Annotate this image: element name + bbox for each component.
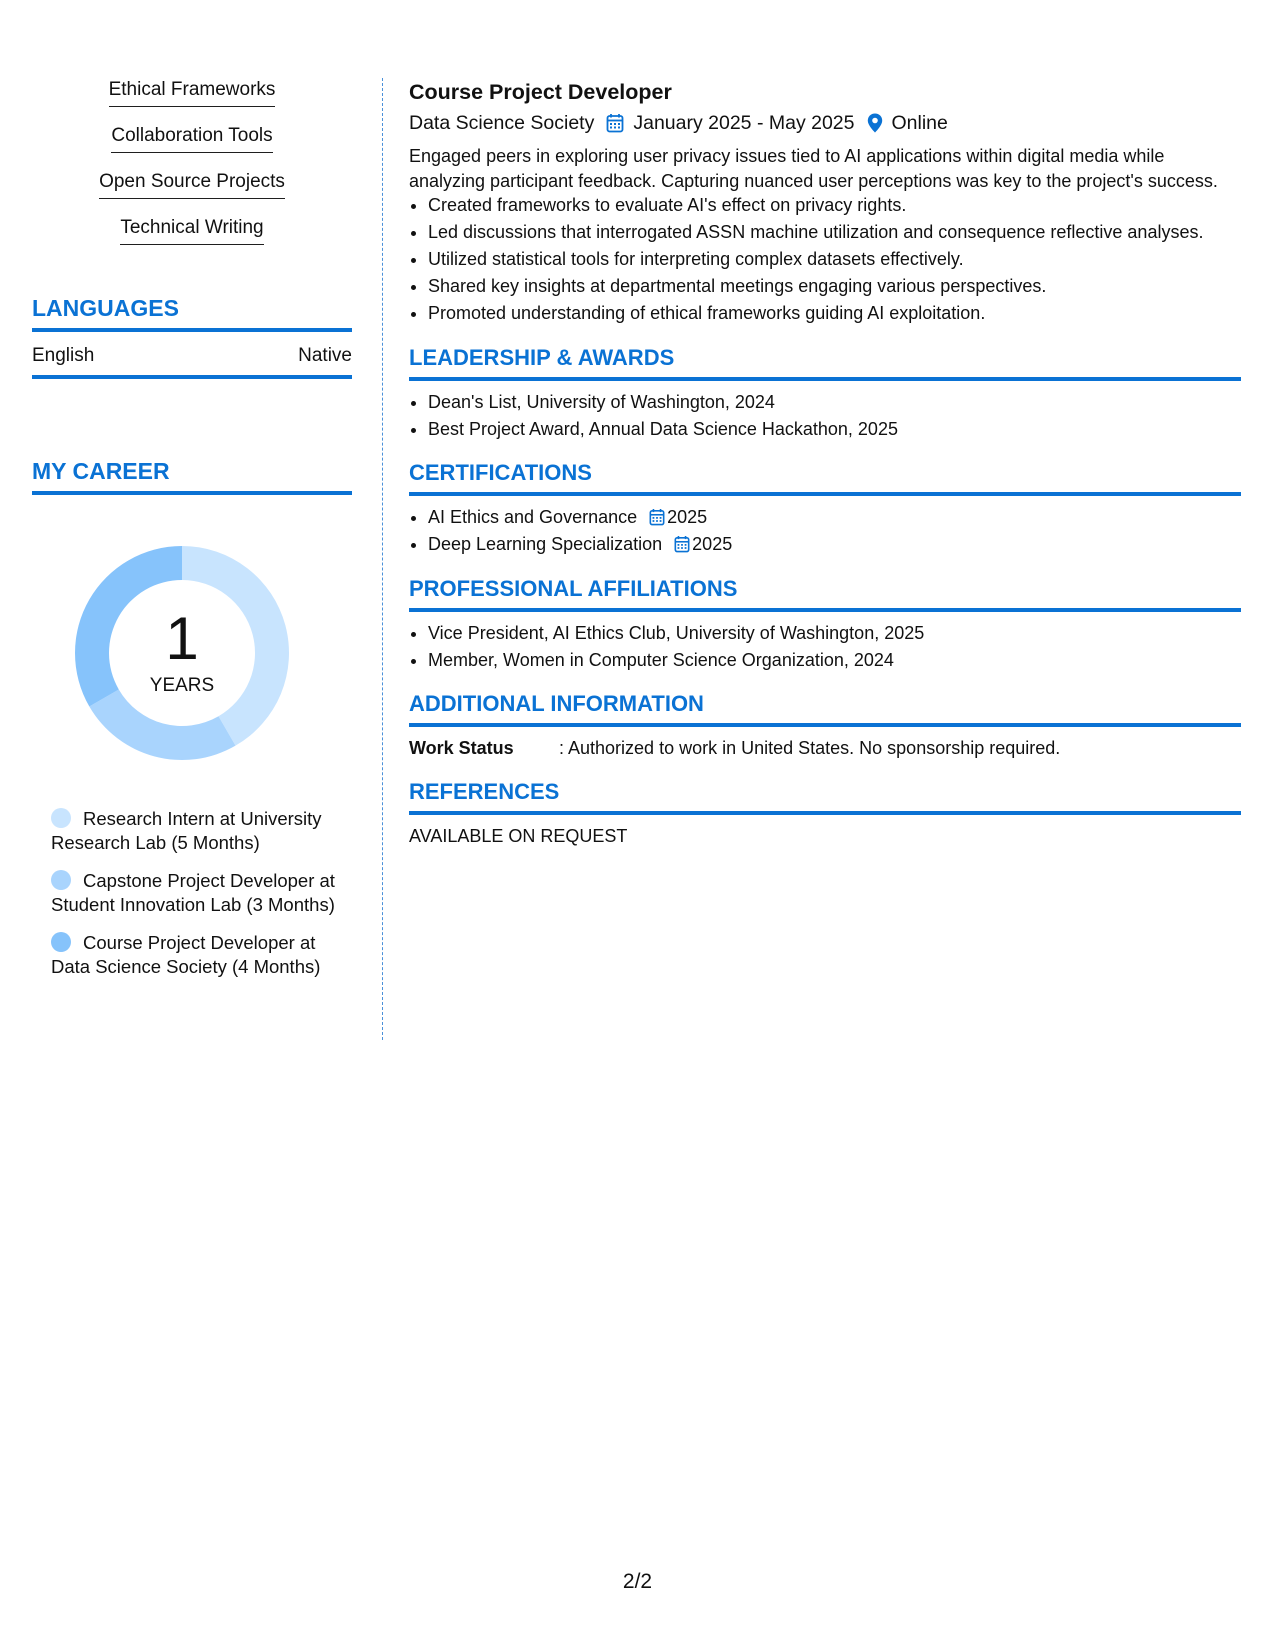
skill-item: Ethical Frameworks [109,78,276,107]
experience-entry [409,78,1241,326]
career-legend-item [51,869,341,917]
additional-info-heading: ADDITIONAL INFORMATION [409,690,1241,727]
career-legend-item [51,807,341,855]
affiliation-item: • Member, Women in Computer Science Organization, 2024 [428,648,1241,673]
career-legend-item [51,931,341,979]
page-number: 2/2 [622,1570,653,1593]
award-item: • Dean's List, University of Washington, 2024 [428,390,1241,415]
job-bullet: • Shared key insights at departmental meetings engaging various perspectives. [428,274,1241,299]
job-company: Data Science Society [409,112,595,134]
award-item: • Best Project Award, Annual Data Science Hackathon, 2025 [428,417,1241,442]
skill-item: Collaboration Tools [111,124,272,153]
language-level: Native [298,345,352,366]
references-text: AVAILABLE ON REQUEST [409,826,628,846]
job-bullets [409,193,1241,326]
awards-list [409,390,1241,442]
calendar-icon [606,113,624,133]
certification-item [428,532,1241,557]
job-bullet: • Utilized statistical tools for interpreting complex datasets effectively. [428,247,1241,272]
job-bullet: • Led discussions that interrogated ASSN machine utilization and consequence reflective analyses. [428,220,1241,245]
legend-dot [51,870,71,890]
work-status-row [409,736,1241,760]
career-total-unit: YEARS [149,675,215,696]
job-description: Engaged peers in exploring user privacy issues tied to AI applications within digital media while analyzing participant feedback. Capturing nuanced user perceptions was key to the project's success. [409,146,1218,191]
job-title: Course Project Developer [409,80,672,104]
skills-list [32,78,352,262]
awards-heading: LEADERSHIP & AWARDS [409,344,1241,381]
certifications-heading: CERTIFICATIONS [409,459,1241,496]
career-section [32,457,352,979]
affiliations-heading: PROFESSIONAL AFFILIATIONS [409,575,1241,612]
career-legend [32,807,352,979]
skill-item: Technical Writing [120,216,263,245]
left-column [32,78,352,993]
certification-year: 2025 [667,507,708,527]
job-bullet: • Created frameworks to evaluate AI's effect on privacy rights. [428,193,1241,218]
career-donut-chart [64,535,300,771]
language-name: English [32,345,95,366]
column-divider [382,78,383,1040]
work-status-label: Work Status [409,738,514,758]
career-total-value: 1 [165,605,199,672]
skill-item: Open Source Projects [99,170,285,199]
affiliations-list [409,621,1241,673]
references-heading: REFERENCES [409,778,1241,815]
certification-name: Deep Learning Specialization [428,534,663,554]
career-legend-label: Research Intern at University Research Lab (5 Months) [51,808,322,853]
certification-name: AI Ethics and Governance [428,507,638,527]
languages-section [32,294,352,379]
calendar-icon [674,535,690,553]
job-dates: January 2025 - May 2025 [633,112,855,134]
map-pin-icon [867,113,883,133]
job-location: Online [891,112,948,134]
career-heading: MY CAREER [32,457,352,495]
job-meta [409,110,1241,136]
affiliation-item: • Vice President, AI Ethics Club, University of Washington, 2025 [428,621,1241,646]
donut-center [64,535,300,771]
languages-heading: LANGUAGES [32,294,352,332]
legend-dot [51,808,71,828]
legend-dot [51,932,71,952]
language-row [32,332,352,379]
calendar-icon [649,508,665,526]
career-legend-label: Course Project Developer at Data Science Society (4 Months) [51,932,321,977]
job-bullet: • Promoted understanding of ethical frameworks guiding AI exploitation. [428,301,1241,326]
right-column [409,78,1241,848]
certification-item [428,505,1241,530]
work-status-value: : Authorized to work in United States. No sponsorship required. [559,738,1061,758]
career-legend-label: Capstone Project Developer at Student Innovation Lab (3 Months) [51,870,335,915]
certifications-list [409,505,1241,557]
certification-year: 2025 [692,534,733,554]
